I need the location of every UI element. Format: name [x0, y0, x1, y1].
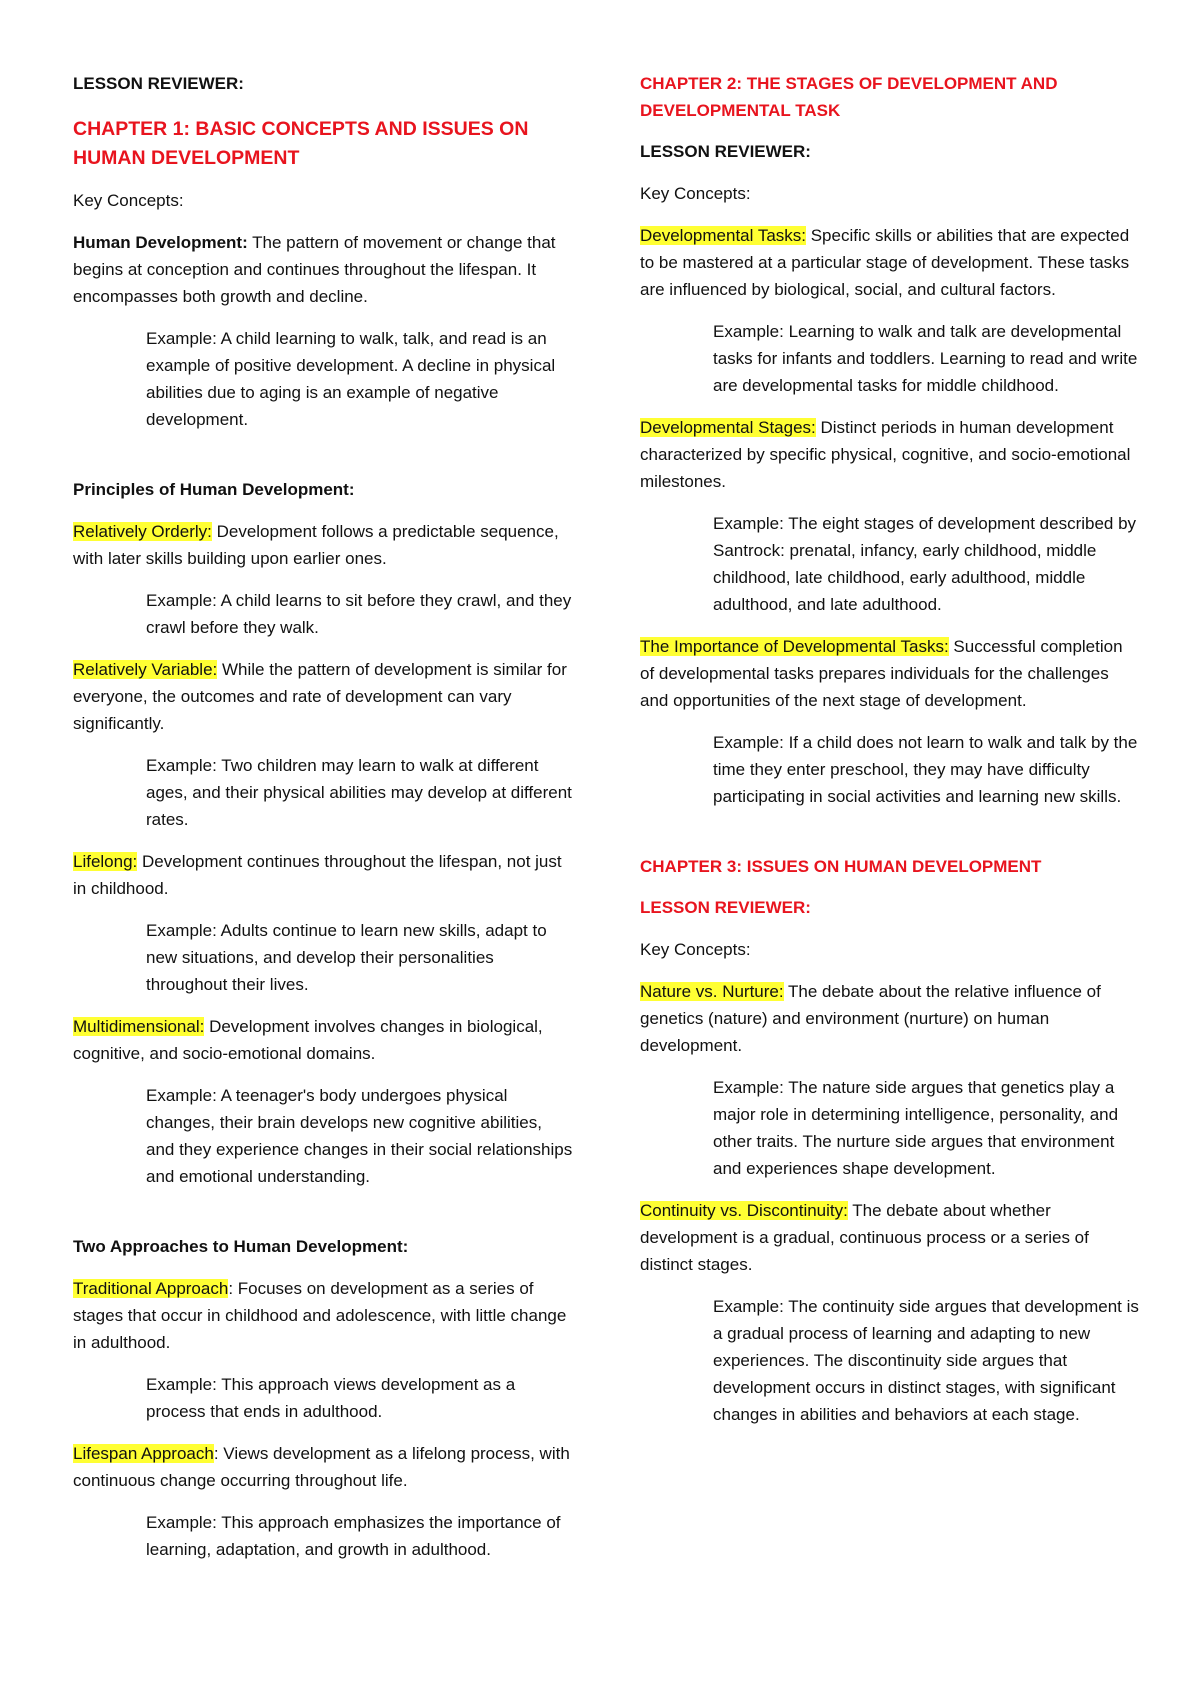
example: Example: The nature side argues that genetics play a major role in determining intelligence, personality, and other traits. The nurture side argues that environment and experiences shape development. — [713, 1078, 1119, 1178]
example: Example: A teenager's body undergoes physical changes, their brain develops new cognitive abilities, and they experience changes in their social relationships and emotional understanding. — [146, 1086, 573, 1186]
key-concepts-label: Key Concepts: — [640, 184, 751, 203]
term-highlight: The Importance of Developmental Tasks: — [640, 637, 949, 656]
principle-item — [73, 1013, 573, 1067]
example: Example: If a child does not learn to walk and talk by the time they enter preschool, they may have difficulty participating in social activities and learning new skills. — [713, 733, 1138, 806]
example: Example: Adults continue to learn new skills, adapt to new situations, and develop their personalities throughout their lives. — [146, 921, 547, 994]
definition: The debate about the relative influence of genetics (nature) and environment (nurture) on human development. — [640, 982, 1101, 1055]
approach-item — [73, 1275, 573, 1356]
definition: Development continues throughout the lifespan, not just in childhood. — [73, 852, 562, 898]
definition: The debate about whether development is a gradual, continuous process or a series of distinct stages. — [640, 1201, 1089, 1274]
principles-heading: Principles of Human Development: — [73, 480, 355, 499]
term: Human Development: — [73, 233, 248, 252]
definition: : Focuses on development as a series of stages that occur in childhood and adolescence, with little change in adulthood. — [73, 1279, 567, 1352]
example: Example: Learning to walk and talk are developmental tasks for infants and toddlers. Learning to read and write are developmental tasks for middle childhood. — [713, 322, 1138, 395]
term-highlight: Traditional Approach — [73, 1279, 229, 1298]
term-highlight: Relatively Variable: — [73, 660, 218, 679]
concept-item — [640, 414, 1140, 495]
term-highlight: Multidimensional: — [73, 1017, 205, 1036]
definition: : Views development as a lifelong process, with continuous change occurring throughout life. — [73, 1444, 570, 1490]
concept-item — [640, 978, 1140, 1059]
example: Example: A child learning to walk, talk, and read is an example of positive development. A decline in physical abilities due to aging is an example of negative development. — [146, 329, 556, 429]
chapter3-title: CHAPTER 3: ISSUES ON HUMAN DEVELOPMENT — [640, 857, 1042, 876]
definition: Development involves changes in biological, cognitive, and socio-emotional domains. — [73, 1017, 543, 1063]
lesson-reviewer-label: LESSON REVIEWER: — [640, 898, 811, 917]
lesson-reviewer-label: LESSON REVIEWER: — [73, 74, 244, 93]
approach-item — [73, 1440, 573, 1494]
left-column — [73, 70, 573, 1578]
right-column — [640, 70, 1140, 1443]
human-development-definition — [73, 229, 573, 310]
definition: Distinct periods in human development characterized by specific physical, cognitive, and socio-emotional milestones. — [640, 418, 1131, 491]
concept-item — [640, 633, 1140, 714]
term-highlight: Lifespan Approach — [73, 1444, 214, 1463]
key-concepts-label: Key Concepts: — [73, 191, 184, 210]
definition: While the pattern of development is similar for everyone, the outcomes and rate of development can vary significantly. — [73, 660, 567, 733]
chapter1-title: CHAPTER 1: BASIC CONCEPTS AND ISSUES ON HUMAN DEVELOPMENT — [73, 118, 529, 169]
key-concepts-label: Key Concepts: — [640, 940, 751, 959]
approaches-heading: Two Approaches to Human Development: — [73, 1237, 409, 1256]
example: Example: This approach views development as a process that ends in adulthood. — [146, 1375, 516, 1421]
term-highlight: Developmental Tasks: — [640, 226, 806, 245]
term-highlight: Continuity vs. Discontinuity: — [640, 1201, 848, 1220]
example: Example: A child learns to sit before they crawl, and they crawl before they walk. — [146, 591, 572, 637]
chapter2-title: CHAPTER 2: THE STAGES OF DEVELOPMENT AND DEVELOPMENTAL TASK — [640, 74, 1058, 120]
definition: Successful completion of developmental tasks prepares individuals for the challenges and opportunities of the next stage of development. — [640, 637, 1123, 710]
concept-item — [640, 222, 1140, 303]
principle-item — [73, 518, 573, 572]
term-highlight: Nature vs. Nurture: — [640, 982, 784, 1001]
example: Example: Two children may learn to walk at different ages, and their physical abilities may develop at different rates. — [146, 756, 572, 829]
principle-item — [73, 848, 573, 902]
definition: Specific skills or abilities that are expected to be mastered at a particular stage of development. These tasks are influenced by biological, social, and cultural factors. — [640, 226, 1130, 299]
term-highlight: Lifelong: — [73, 852, 138, 871]
term-highlight: Developmental Stages: — [640, 418, 816, 437]
principle-item — [73, 656, 573, 737]
concept-item — [640, 1197, 1140, 1278]
definition: The pattern of movement or change that begins at conception and continues throughout the lifespan. It encompasses both growth and decline. — [73, 233, 556, 306]
definition: Development follows a predictable sequence, with later skills building upon earlier ones. — [73, 522, 559, 568]
example: Example: This approach emphasizes the importance of learning, adaptation, and growth in adulthood. — [146, 1513, 561, 1559]
example: Example: The eight stages of development described by Santrock: prenatal, infancy, early childhood, middle childhood, late childhood, early adulthood, middle adulthood, and late adulthood. — [713, 514, 1137, 614]
term-highlight: Relatively Orderly: — [73, 522, 212, 541]
example: Example: The continuity side argues that development is a gradual process of learning and adapting to new experiences. The discontinuity side argues that development occurs in distinct stages, with significant changes in abilities and behaviors at each stage. — [713, 1297, 1139, 1424]
lesson-reviewer-label: LESSON REVIEWER: — [640, 142, 811, 161]
